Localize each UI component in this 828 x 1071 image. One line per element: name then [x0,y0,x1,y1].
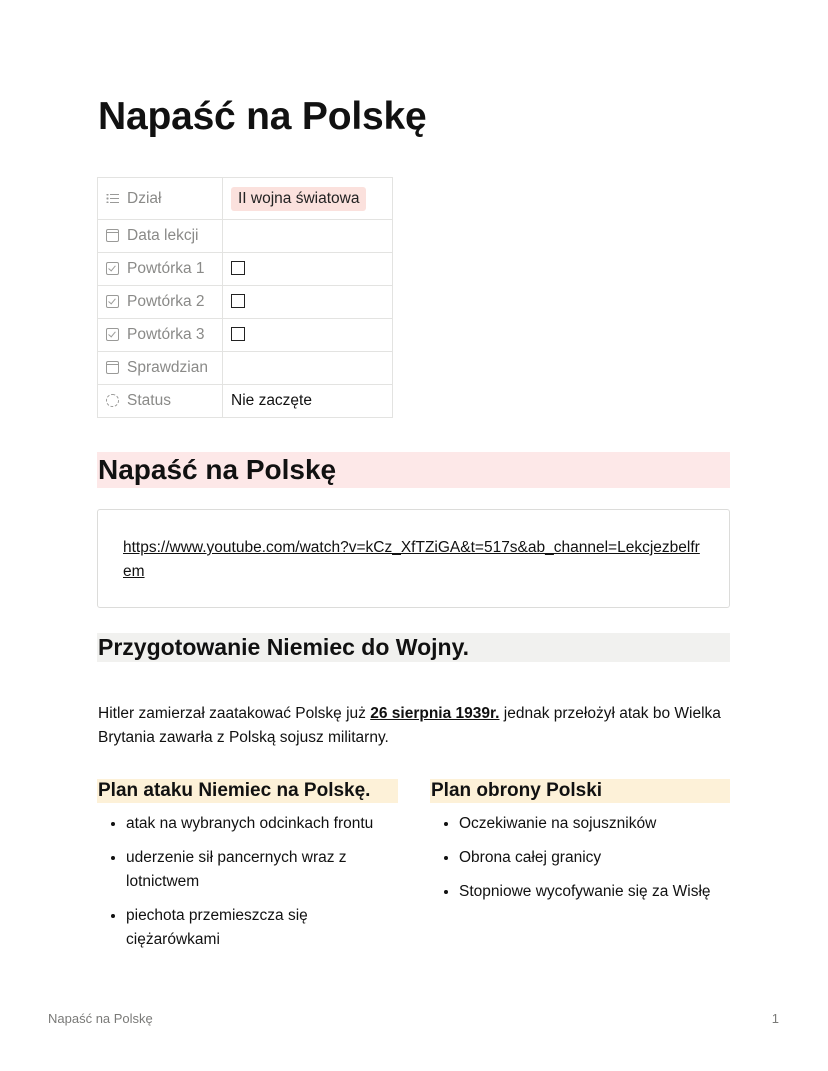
list-item: • uderzenie sił pancernych wraz z lotnictwem [126,846,398,894]
property-label: Sprawdzian [127,359,208,376]
property-row-powtorka-1[interactable] [98,253,393,286]
property-label: Powtórka 1 [127,260,205,277]
list-item: • Stopniowe wycofywanie się za Wisłę [459,880,730,904]
sprawdzian-value[interactable] [223,352,393,385]
page-number: 1 [771,1011,779,1026]
property-label: Powtórka 2 [127,293,205,310]
status-icon [106,394,119,407]
subsection-heading: Przygotowanie Niemiec do Wojny. [97,633,730,662]
calendar-icon [106,229,119,242]
defense-plan-list [430,812,730,904]
calendar-icon [106,361,119,374]
checkbox-property-icon [106,262,119,275]
defense-plan-column [430,779,730,914]
powtorka-2-checkbox[interactable] [231,294,245,308]
attack-plan-list [97,812,398,952]
section-heading: Napaść na Polskę [97,452,730,488]
list-item: • atak na wybranych odcinkach frontu [126,812,398,836]
attack-plan-heading: Plan ataku Niemiec na Polskę. [97,779,398,803]
property-row-dzial[interactable] [98,178,393,220]
video-link[interactable]: https://www.youtube.com/watch?v=kCz_XfTZiGA&t=517s&ab_channel=Lekcjezbelfrem [123,539,700,580]
property-row-powtorka-2[interactable] [98,286,393,319]
video-link-block[interactable] [97,509,730,608]
powtorka-3-checkbox[interactable] [231,327,245,341]
status-value[interactable]: Nie zaczęte [223,385,393,418]
category-tag[interactable]: II wojna światowa [231,187,366,211]
property-label: Powtórka 3 [127,326,205,343]
powtorka-1-checkbox[interactable] [231,261,245,275]
property-row-data-lekcji[interactable] [98,220,393,253]
property-label: Status [127,392,171,409]
list-icon [106,192,119,205]
attack-plan-column [97,779,398,962]
properties-table [97,177,393,418]
footer-title: Napaść na Polskę [48,1011,153,1026]
property-label: Dział [127,189,162,207]
date-highlight: 26 sierpnia 1939r. [370,705,500,722]
checkbox-property-icon [106,295,119,308]
date-lekcji-value[interactable] [223,220,393,253]
property-row-powtorka-3[interactable] [98,319,393,352]
list-item: • Obrona całej granicy [459,846,730,870]
page-title: Napaść na Polskę [98,95,427,138]
intro-paragraph: Hitler zamierzał zaatakować Polskę już 26 sierpnia 1939r. jednak przełożył atak bo Wielka Brytania zawarła z Polską sojusz militarny. [98,705,721,746]
list-item: • piechota przemieszcza się ciężarówkami [126,904,398,952]
property-row-sprawdzian[interactable] [98,352,393,385]
defense-plan-heading: Plan obrony Polski [430,779,730,803]
property-row-status[interactable] [98,385,393,418]
property-label: Data lekcji [127,227,199,244]
list-item: • Oczekiwanie na sojuszników [459,812,730,836]
checkbox-property-icon [106,328,119,341]
